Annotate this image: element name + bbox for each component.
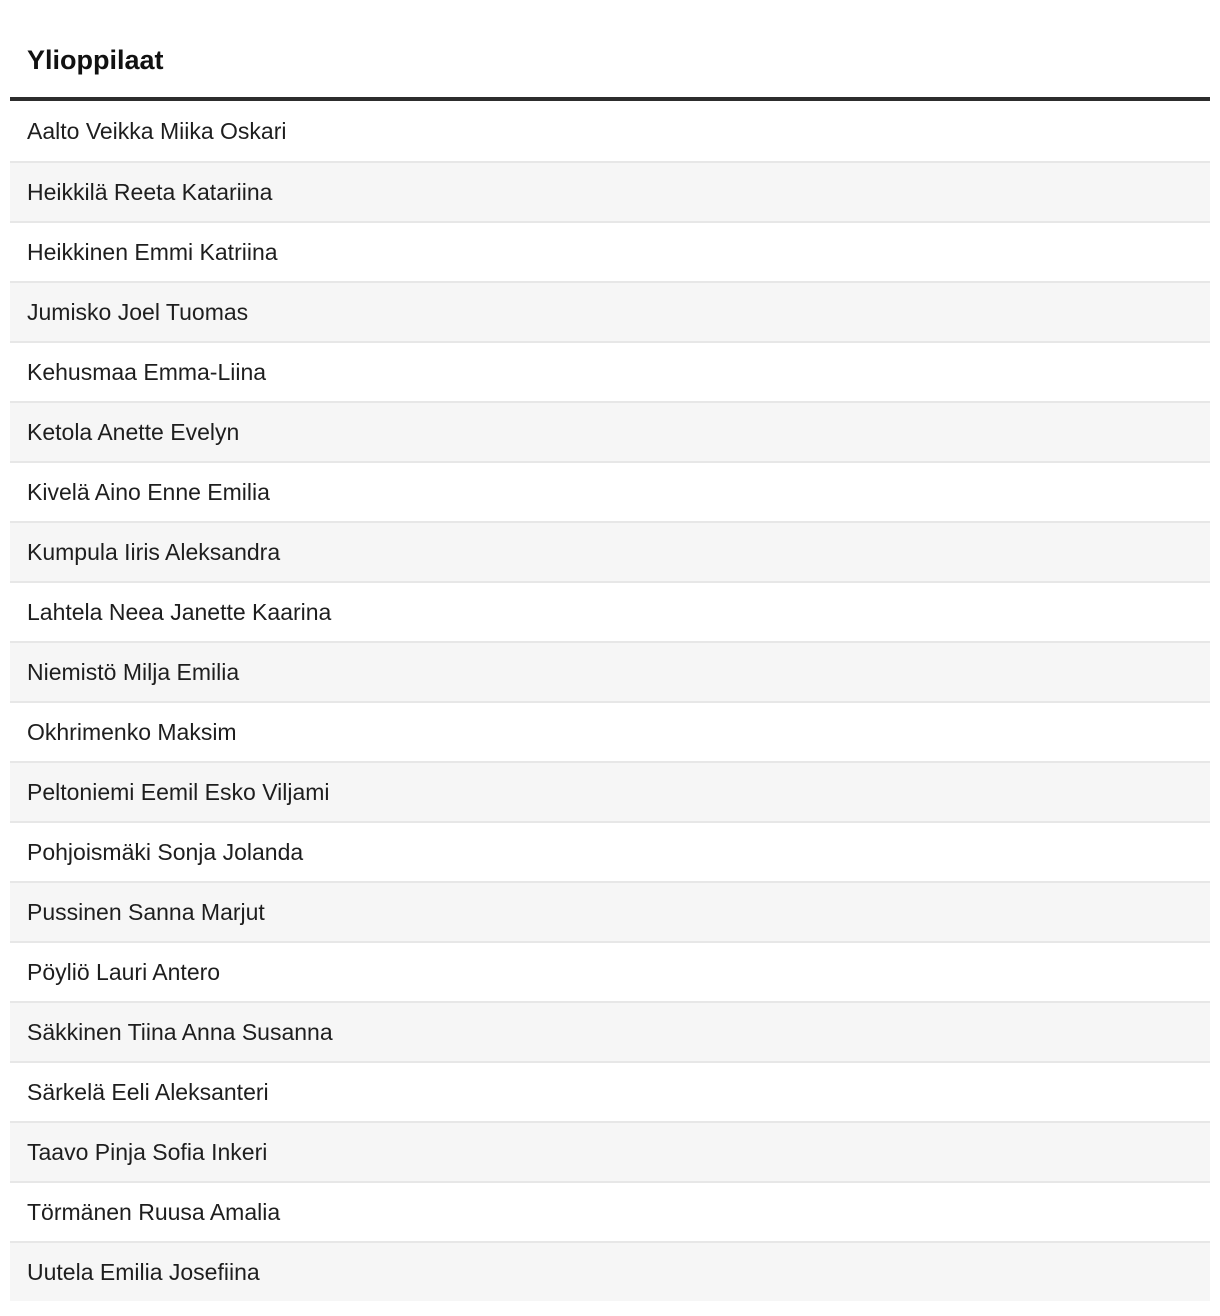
student-name: Uutela Emilia Josefiina <box>27 1258 260 1285</box>
table-row <box>10 341 1210 401</box>
table-row <box>10 1121 1210 1181</box>
table-row <box>10 641 1210 701</box>
student-name: Heikkilä Reeta Katariina <box>27 178 273 205</box>
student-name: Lahtela Neea Janette Kaarina <box>27 598 332 625</box>
student-name: Taavo Pinja Sofia Inkeri <box>27 1138 268 1165</box>
student-name: Jumisko Joel Tuomas <box>27 298 249 325</box>
table-row <box>10 521 1210 581</box>
table-title: Ylioppilaat <box>10 0 1210 101</box>
table-row <box>10 1061 1210 1121</box>
student-name: Heikkinen Emmi Katriina <box>27 238 278 265</box>
student-name: Törmänen Ruusa Amalia <box>27 1198 281 1225</box>
table-row <box>10 281 1210 341</box>
student-name: Särkelä Eeli Aleksanteri <box>27 1078 269 1105</box>
table-row <box>10 221 1210 281</box>
student-name: Pöyliö Lauri Antero <box>27 958 221 985</box>
student-name: Kivelä Aino Enne Emilia <box>27 478 270 505</box>
table-row <box>10 1241 1210 1301</box>
table-row <box>10 1181 1210 1241</box>
student-name: Kumpula Iiris Aleksandra <box>27 538 281 565</box>
table-row <box>10 401 1210 461</box>
table-row <box>10 101 1210 161</box>
table-row <box>10 821 1210 881</box>
table-row <box>10 161 1210 221</box>
table-row <box>10 701 1210 761</box>
student-name: Pussinen Sanna Marjut <box>27 898 265 925</box>
table-row <box>10 881 1210 941</box>
graduates-table <box>10 0 1210 1301</box>
table-row <box>10 461 1210 521</box>
student-name: Aalto Veikka Miika Oskari <box>27 117 287 144</box>
student-name: Peltoniemi Eemil Esko Viljami <box>27 778 330 805</box>
student-name: Pohjoismäki Sonja Jolanda <box>27 838 304 865</box>
student-name: Okhrimenko Maksim <box>27 718 237 745</box>
student-list <box>10 101 1210 1301</box>
table-row <box>10 1001 1210 1061</box>
table-row <box>10 941 1210 1001</box>
table-row <box>10 761 1210 821</box>
student-name: Säkkinen Tiina Anna Susanna <box>27 1018 333 1045</box>
student-name: Ketola Anette Evelyn <box>27 418 240 445</box>
student-name: Kehusmaa Emma-Liina <box>27 358 267 385</box>
table-row <box>10 581 1210 641</box>
student-name: Niemistö Milja Emilia <box>27 658 240 685</box>
